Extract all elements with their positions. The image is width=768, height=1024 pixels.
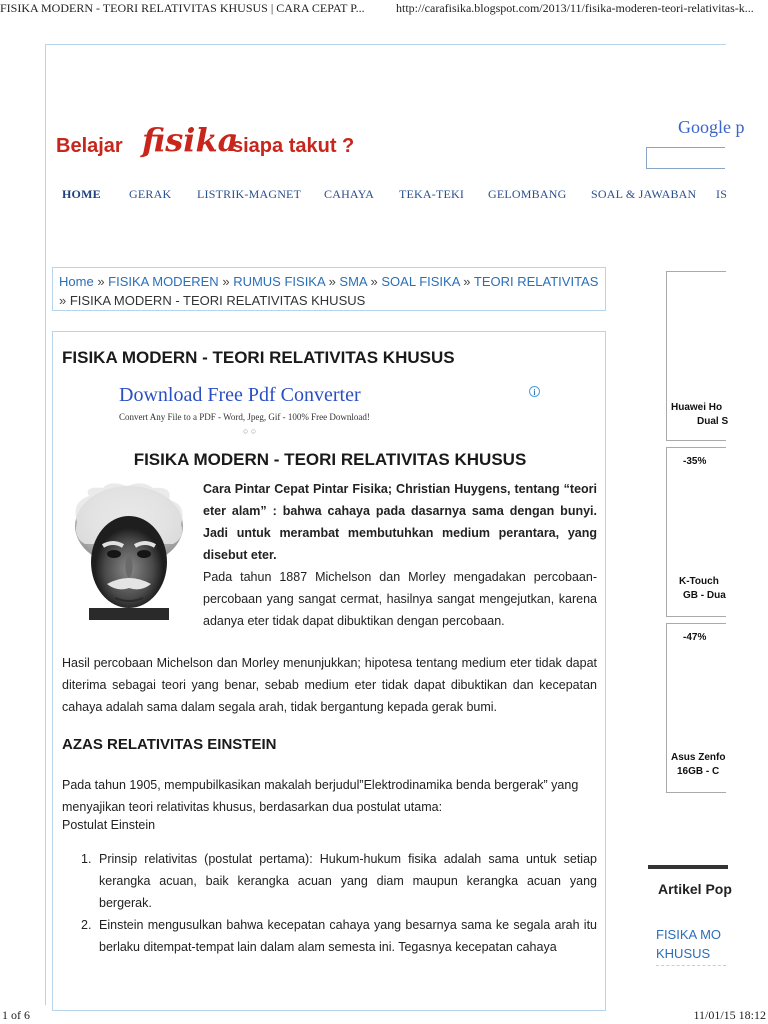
- google-logo: Google p: [678, 117, 745, 137]
- list-item: [81, 914, 597, 958]
- postulat-label: Postulat Einstein: [62, 818, 156, 832]
- product-name-line2: GB - Dua: [683, 590, 726, 601]
- breadcrumb-fisika-moderen[interactable]: FISIKA MODEREN: [108, 274, 219, 289]
- breadcrumb-home[interactable]: Home: [59, 274, 94, 289]
- section-heading: AZAS RELATIVITAS EINSTEIN: [62, 736, 277, 753]
- breadcrumb-separator: »: [222, 274, 230, 289]
- nav-cahaya[interactable]: CAHAYA: [324, 187, 375, 201]
- nav-gerak[interactable]: GERAK: [129, 187, 172, 201]
- list-item-text: Prinsip relativitas (postulat pertama): Hukum-hukum fisika adalah sama untuk setiap kerangka acuan, baik kerangka acuan yang diam maupun kerangka acuan yang bergerak.: [99, 852, 597, 910]
- paragraph-einstein: Pada tahun 1905, mempubilkasikan makalah berjudul”Elektrodinamika benda bergerak” yang menyajikan teori relativitas khusus, berdasarkan dua postulat utama:: [62, 778, 579, 814]
- print-page-url: http://carafisika.blogspot.com/2013/11/fisika-moderen-teori-relativitas-k...: [396, 1, 754, 15]
- nav-listrik-magnet[interactable]: LISTRIK-MAGNET: [197, 187, 302, 201]
- list-item: [81, 848, 597, 914]
- breadcrumb-separator: »: [59, 293, 67, 308]
- breadcrumb-separator: »: [463, 274, 471, 289]
- intro-lead: Cara Pintar Cepat Pintar Fisika; Christian Huygens, tentang “teori eter alam” : bahwa cahaya pada dasarnya sama dengan bunyi. Jadi untuk merambat membutuhkan medium perantara, yang disebut eter.: [203, 482, 597, 562]
- print-page-number: 1 of 6: [2, 1008, 30, 1022]
- nav-is[interactable]: IS: [716, 187, 728, 201]
- breadcrumb-separator: »: [328, 274, 336, 289]
- breadcrumb-separator: »: [370, 274, 378, 289]
- list-item-number: 2.: [81, 918, 92, 932]
- postulat-list: [81, 848, 597, 958]
- popular-article-link[interactable]: [656, 925, 726, 963]
- nav-gelombang[interactable]: GELOMBANG: [488, 187, 567, 201]
- product-card[interactable]: [666, 271, 729, 441]
- ad-description: Convert Any File to a PDF - Word, Jpeg, Gif - 100% Free Download!: [119, 412, 370, 422]
- print-page-title: FISIKA MODERN - TEORI RELATIVITAS KHUSUS | CARA CEPAT P...: [0, 1, 365, 15]
- post-title: FISIKA MODERN - TEORI RELATIVITAS KHUSUS: [62, 348, 455, 367]
- nav-home[interactable]: HOME: [62, 187, 101, 201]
- breadcrumb-teori-relativitas[interactable]: TEORI RELATIVITAS: [473, 274, 599, 289]
- breadcrumb-current: FISIKA MODERN - TEORI RELATIVITAS KHUSUS: [69, 293, 366, 308]
- discount-badge: -35%: [683, 456, 707, 467]
- breadcrumb-soal-fisika[interactable]: SOAL FISIKA: [381, 274, 460, 289]
- breadcrumb: [52, 267, 606, 311]
- intro-text: [203, 478, 597, 632]
- logo-text-belajar: Belajar: [56, 135, 123, 157]
- product-name: Huawei Ho: [671, 402, 723, 413]
- product-name-line2: Dual S: [697, 416, 729, 427]
- ad-title[interactable]: Download Free Pdf Converter: [119, 384, 361, 406]
- ad-banner[interactable]: [119, 384, 539, 436]
- site-logo[interactable]: [56, 117, 376, 167]
- paragraph-michelson: Hasil percobaan Michelson dan Morley menunjukkan; hipotesa tentang medium eter tidak dapat diterima sebagai teori yang benar, sebab medium eter tidak dapat dibuktikan dan kecepatan cahaya adalah sama dalam segala arah, tidak bergantung kepada gerak bumi.: [62, 656, 597, 714]
- post-body: [52, 331, 606, 1011]
- logo-text-fisika: fisika: [142, 121, 239, 159]
- list-item-text: Einstein mengusulkan bahwa kecepatan cahaya yang besarnya sama ke segala arah itu berlaku ditempat-tempat lain dalam alam semesta ini. Tegasnya kecepatan cahaya: [99, 918, 597, 954]
- popular-article-link-line1[interactable]: FISIKA MO: [656, 927, 722, 942]
- list-item-number: 1.: [81, 852, 92, 866]
- sidebar-dashed-divider: [656, 965, 726, 966]
- intro-rest: Pada tahun 1887 Michelson dan Morley mengadakan percobaan-percobaan yang sangat cermat, hasilnya sangat mengejutkan, karena adanya eter tidak dapat dibuktikan dengan percobaan.: [203, 570, 597, 628]
- sidebar: [656, 271, 732, 1011]
- sidebar-divider: [648, 865, 728, 869]
- popular-article-link-line2[interactable]: KHUSUS: [656, 946, 711, 961]
- nav-soal-jawaban[interactable]: SOAL & JAWABAN: [591, 187, 697, 201]
- print-footer: [0, 1004, 768, 1024]
- google-search: [646, 113, 745, 173]
- breadcrumb-rumus-fisika[interactable]: RUMUS FISIKA: [233, 274, 325, 289]
- ad-pagination-dots[interactable]: ○ ○: [243, 426, 257, 436]
- logo-text-siapa-takut: siapa takut ?: [232, 135, 355, 157]
- product-name-line2: 16GB - C: [677, 766, 720, 777]
- discount-badge: -47%: [683, 632, 707, 643]
- product-card[interactable]: [666, 623, 726, 793]
- blog-page: [45, 44, 745, 1005]
- article-title: FISIKA MODERN - TEORI RELATIVITAS KHUSUS: [133, 450, 527, 469]
- ad-info-icon[interactable]: i: [529, 386, 540, 397]
- product-card[interactable]: [666, 447, 726, 617]
- product-name: K-Touch: [679, 576, 719, 587]
- breadcrumb-sma[interactable]: SMA: [339, 274, 367, 289]
- main-nav: [62, 185, 726, 207]
- print-datetime: 11/01/15 18:12: [693, 1008, 766, 1022]
- popular-articles-title: Artikel Pop: [658, 881, 732, 897]
- einstein-portrait-image: [69, 482, 189, 620]
- product-name: Asus Zenfo: [671, 752, 726, 763]
- nav-teka-teki[interactable]: TEKA-TEKI: [399, 187, 465, 201]
- search-input[interactable]: [646, 147, 725, 169]
- breadcrumb-separator: »: [97, 274, 105, 289]
- print-header: [0, 0, 768, 18]
